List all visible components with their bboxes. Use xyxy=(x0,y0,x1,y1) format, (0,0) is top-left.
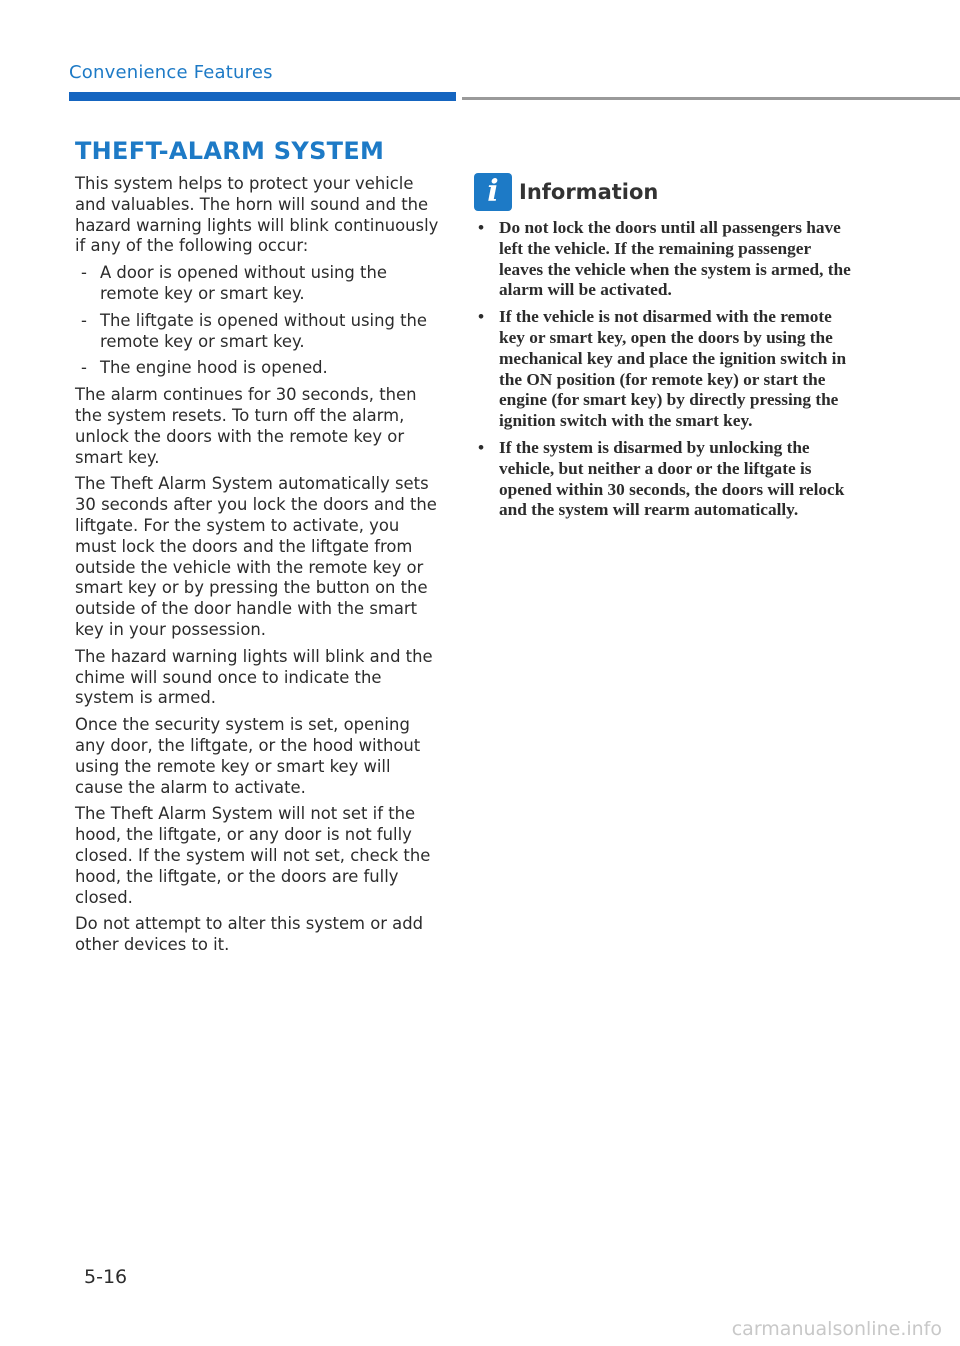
information-item-text: Do not lock the doors until all passengers have left the vehicle. If the remaining passenger leaves the vehicle when the system is armed, the alarm will be activated. xyxy=(499,218,851,300)
condition-text: A door is opened without using the remote key or smart key. xyxy=(100,263,387,303)
section-title: THEFT-ALARM SYSTEM xyxy=(75,137,385,165)
information-list xyxy=(474,218,854,521)
intro-paragraph: This system helps to protect your vehicle and valuables. The horn will sound and the hazard warning lights will blink continuously if any of the following occur: xyxy=(75,174,439,256)
header-rule-blue xyxy=(69,92,456,101)
information-title: Information xyxy=(519,180,659,204)
information-header xyxy=(474,172,854,212)
information-item xyxy=(474,218,854,301)
body-column xyxy=(75,174,441,962)
header-title: Convenience Features xyxy=(69,62,273,83)
bullet-marker: • xyxy=(478,218,485,237)
information-item xyxy=(474,307,854,432)
information-item xyxy=(474,438,854,521)
page-number: 5-16 xyxy=(84,1266,128,1288)
body-paragraph: The hazard warning lights will blink and the chime will sound once to indicate the system is armed. xyxy=(75,646,433,708)
condition-item xyxy=(75,358,441,379)
body-paragraph: The alarm continues for 30 seconds, then the system resets. To turn off the alarm, unlock the doors with the remote key or smart key. xyxy=(75,385,417,467)
body-paragraph: The Theft Alarm System automatically sets 30 seconds after you lock the doors and the liftgate. For the system to activate, you must lock the doors and the liftgate from outside the vehicle with the remote key or smart key or by pressing the button on the outside of the door handle with the smart key in your possession. xyxy=(75,474,437,639)
body-paragraph: Once the security system is set, opening any door, the liftgate, or the hood without using the remote key or smart key will cause the alarm to activate. xyxy=(75,715,421,797)
watermark: carmanualsonline.info xyxy=(731,1318,942,1340)
bullet-marker: • xyxy=(478,307,485,327)
condition-item xyxy=(75,263,441,305)
information-item-text: If the vehicle is not disarmed with the remote key or smart key, open the doors by using the mechanical key and place the ignition switch in the ON position (for remote key) or start the engine (for smart key) by directly pressing the ignition switch with the smart key. xyxy=(499,307,847,431)
bullet-marker: • xyxy=(478,437,485,457)
information-icon: i xyxy=(474,173,512,211)
dash-marker: - xyxy=(81,358,87,378)
dash-marker: - xyxy=(81,310,87,330)
dash-marker: - xyxy=(81,263,87,283)
condition-text: The engine hood is opened. xyxy=(100,358,328,378)
information-box xyxy=(474,172,854,527)
information-item-text: If the system is disarmed by unlocking the vehicle, but neither a door or the liftgate is opened within 30 seconds, the doors will relock and the system will rearm automatically. xyxy=(499,437,845,520)
condition-text: The liftgate is opened without using the remote key or smart key. xyxy=(100,310,427,351)
body-paragraph: The Theft Alarm System will not set if the hood, the liftgate, or any door is not fully closed. If the system will not set, check the hood, the liftgate, or the doors are fully closed. xyxy=(75,804,431,907)
body-paragraph: Do not attempt to alter this system or add other devices to it. xyxy=(75,914,424,955)
condition-item xyxy=(75,311,441,353)
header-rule-gray xyxy=(462,97,960,100)
